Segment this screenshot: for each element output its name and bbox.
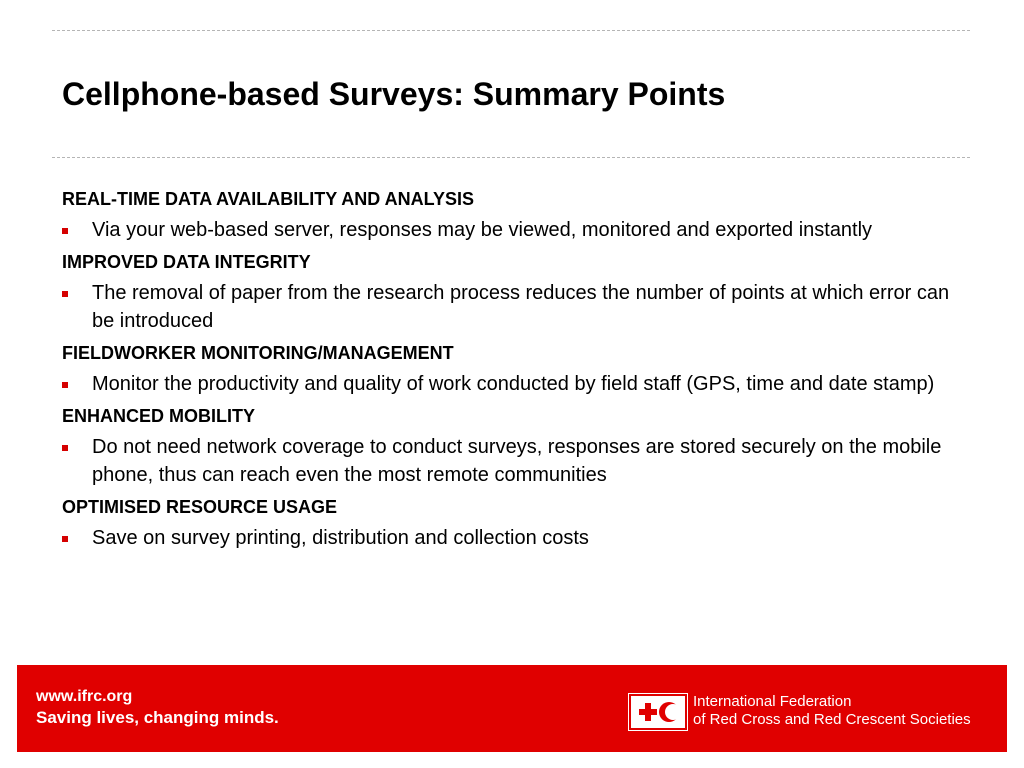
bullet-item: [62, 216, 962, 244]
section-heading: IMPROVED DATA INTEGRITY: [62, 252, 311, 272]
section-heading: FIELDWORKER MONITORING/MANAGEMENT: [62, 343, 454, 363]
square-bullet-icon: [62, 228, 68, 234]
slide-title: Cellphone-based Surveys: Summary Points: [62, 76, 726, 112]
square-bullet-icon: [62, 536, 68, 542]
org-name-line-1: International Federation: [693, 693, 852, 710]
square-bullet-icon: [62, 382, 68, 388]
bullet-item: [62, 279, 962, 335]
bullet-item: [62, 433, 962, 489]
bullet-text: Save on survey printing, distribution and collection costs: [92, 527, 589, 549]
square-bullet-icon: [62, 445, 68, 451]
bullet-text: The removal of paper from the research process reduces the number of points at which error can be introduced: [92, 282, 950, 332]
section-heading: ENHANCED MOBILITY: [62, 406, 255, 426]
logo-graphic: [629, 694, 687, 730]
org-name-line-2: of Red Cross and Red Crescent Societies: [693, 711, 971, 728]
section-heading: OPTIMISED RESOURCE USAGE: [62, 497, 338, 517]
top-divider: [52, 30, 970, 31]
organization-name: [693, 693, 971, 729]
red-cross-crescent-logo-icon: [628, 693, 688, 731]
square-bullet-icon: [62, 291, 68, 297]
bullet-text: Via your web-based server, responses may be viewed, monitored and exported instantly: [92, 219, 873, 241]
website-link[interactable]: www.ifrc.org: [36, 688, 133, 705]
footer-banner: [17, 665, 1007, 752]
footer-tagline: Saving lives, changing minds.: [36, 708, 279, 727]
bullet-text: Do not need network coverage to conduct surveys, responses are stored securely on the mobile phone, thus can reach even the most remote communities: [92, 436, 942, 486]
bullet-item: [62, 370, 962, 398]
content-body: [62, 186, 962, 557]
section-heading: REAL-TIME DATA AVAILABILITY AND ANALYSIS: [62, 189, 474, 209]
bullet-text: Monitor the productivity and quality of work conducted by field staff (GPS, time and date stamp): [92, 373, 935, 395]
bullet-item: [62, 524, 962, 552]
title-divider: [52, 157, 970, 158]
